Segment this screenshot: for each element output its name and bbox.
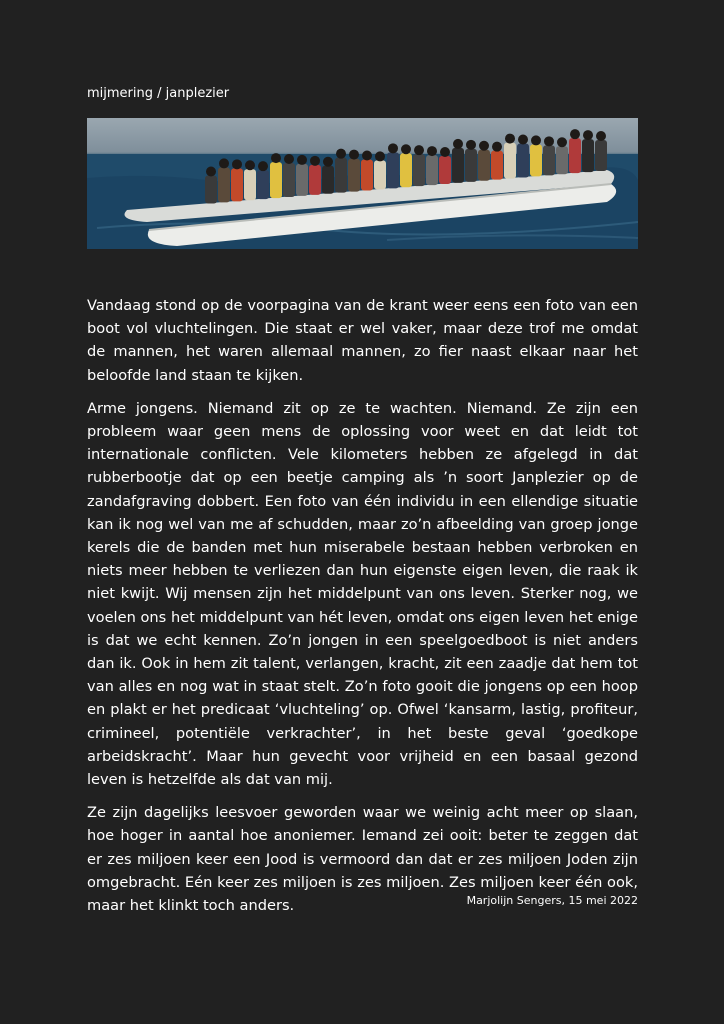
person-figure — [452, 148, 464, 183]
person-figure — [348, 159, 360, 192]
person-head — [453, 139, 463, 149]
header-label: mijmering / janplezier — [87, 86, 230, 101]
person-head — [206, 167, 216, 177]
person-head — [596, 131, 606, 141]
person-figure — [478, 150, 490, 181]
person-figure — [426, 155, 438, 185]
person-figure — [257, 170, 269, 199]
person-head — [466, 140, 476, 150]
photo-refugee-boat — [87, 118, 638, 249]
person-figure — [491, 151, 503, 180]
person-figure — [530, 144, 542, 176]
person-head — [492, 142, 502, 152]
person-head — [414, 145, 424, 155]
person-figure — [309, 165, 321, 195]
person-head — [388, 143, 398, 153]
person-head — [336, 149, 346, 159]
person-head — [544, 136, 554, 146]
signature: Marjolijn Sengers, 15 mei 2022 — [466, 894, 638, 907]
person-figure — [361, 160, 373, 191]
paragraph-3: Ze zijn dagelijks leesvoer geworden waar we weinig acht meer op slaan, hoe hoger in aantal hoe anoniemer. Iemand zei ooit: beter te zeggen dat er zes miljoen keer een Jood is vermoord dan dat er zes miljoen Joden zijn omgebracht. Eén keer zes miljoen is zes miljoen. Zes miljoen keer één ook, maar het klinkt toch anders. — [87, 804, 638, 915]
person-figure — [322, 166, 334, 194]
person-head — [310, 156, 320, 166]
person-head — [323, 157, 333, 167]
person-head — [258, 161, 268, 171]
person-figure — [283, 163, 295, 197]
person-head — [479, 141, 489, 151]
person-figure — [231, 168, 243, 201]
person-figure — [582, 139, 594, 172]
person-head — [349, 150, 359, 160]
paragraph-1: Vandaag stond op de voorpagina van de krant weer eens een foto van een boot vol vluchtelingen. Die staat er wel vaker, maar deze trof me omdat de mannen, het waren allemaal mannen, zo fier naast elkaar naar het beloofde land staan te kijken. — [87, 297, 638, 384]
person-figure — [543, 145, 555, 175]
person-figure — [569, 138, 581, 173]
person-head — [570, 129, 580, 139]
person-head — [245, 160, 255, 170]
person-figure — [387, 152, 399, 188]
person-figure — [504, 143, 516, 179]
person-figure — [205, 176, 217, 204]
person-figure — [595, 140, 607, 171]
person-figure — [413, 154, 425, 186]
person-figure — [556, 146, 568, 174]
person-head — [531, 135, 541, 145]
person-figure — [335, 158, 347, 193]
paragraph-2: Arme jongens. Niemand zit op ze te wachten. Niemand. Ze zijn een probleem waar geen mens de oplossing voor weet en dat leidt tot internationale conflicten. Vele kilometers hebben ze afgelegd in dat rubberbootje dat op een beetje camping als ’n soort Janplezier op de zandafgraving dobbert. Een foto van één individu in een ellendige situatie kan ik nog wel van me af schudden, maar zo’n afbeelding van groep jonge kerels die de banden met hun miserabele bestaan hebben verbroken en niets meer hebben te verliezen dan hun eigenste eigen leven, die raak ik niet kwijt. Wij mensen zijn het middelpunt van ons leven. Sterker nog, we voelen ons het middelpunt van hét leven, omdat ons eigen leven het enige is dat we echt kennen. Zo’n jongen in een speelgoedboot is niet anders dan ik. Ook in hem zit talent, verlangen, kracht, zit een zaadje dat hem tot van alles en nog wat in staat stelt. Zo’n foto gooit die jongens op een hoop en plakt er het predicaat ‘vluchteling’ op. Ofwel ‘kansarm, lastig, profiteur, crimineel, potentiële verkrachter’, in het beste geval ‘goedkope arbeidskracht’. Maar hun gevecht voor vrijheid en een basaal gezond leven is hetzelfde als dat van mij. — [87, 399, 638, 789]
person-figure — [465, 149, 477, 182]
person-head — [362, 151, 372, 161]
person-figure — [517, 144, 529, 178]
person-head — [505, 134, 515, 144]
person-figure — [439, 156, 451, 184]
person-head — [375, 151, 385, 161]
person-figure — [400, 153, 412, 187]
person-head — [401, 144, 411, 154]
person-figure — [270, 162, 282, 198]
person-head — [557, 137, 567, 147]
person-figure — [244, 169, 256, 200]
boat-illustration — [87, 118, 638, 249]
person-head — [518, 135, 528, 145]
person-figure — [374, 160, 386, 189]
person-head — [232, 159, 242, 169]
person-figure — [296, 164, 308, 196]
person-head — [583, 130, 593, 140]
person-head — [427, 146, 437, 156]
person-head — [271, 153, 281, 163]
article-body — [87, 294, 638, 927]
person-head — [440, 147, 450, 157]
person-head — [297, 155, 307, 165]
person-figure — [218, 167, 230, 202]
person-head — [284, 154, 294, 164]
person-head — [219, 158, 229, 168]
